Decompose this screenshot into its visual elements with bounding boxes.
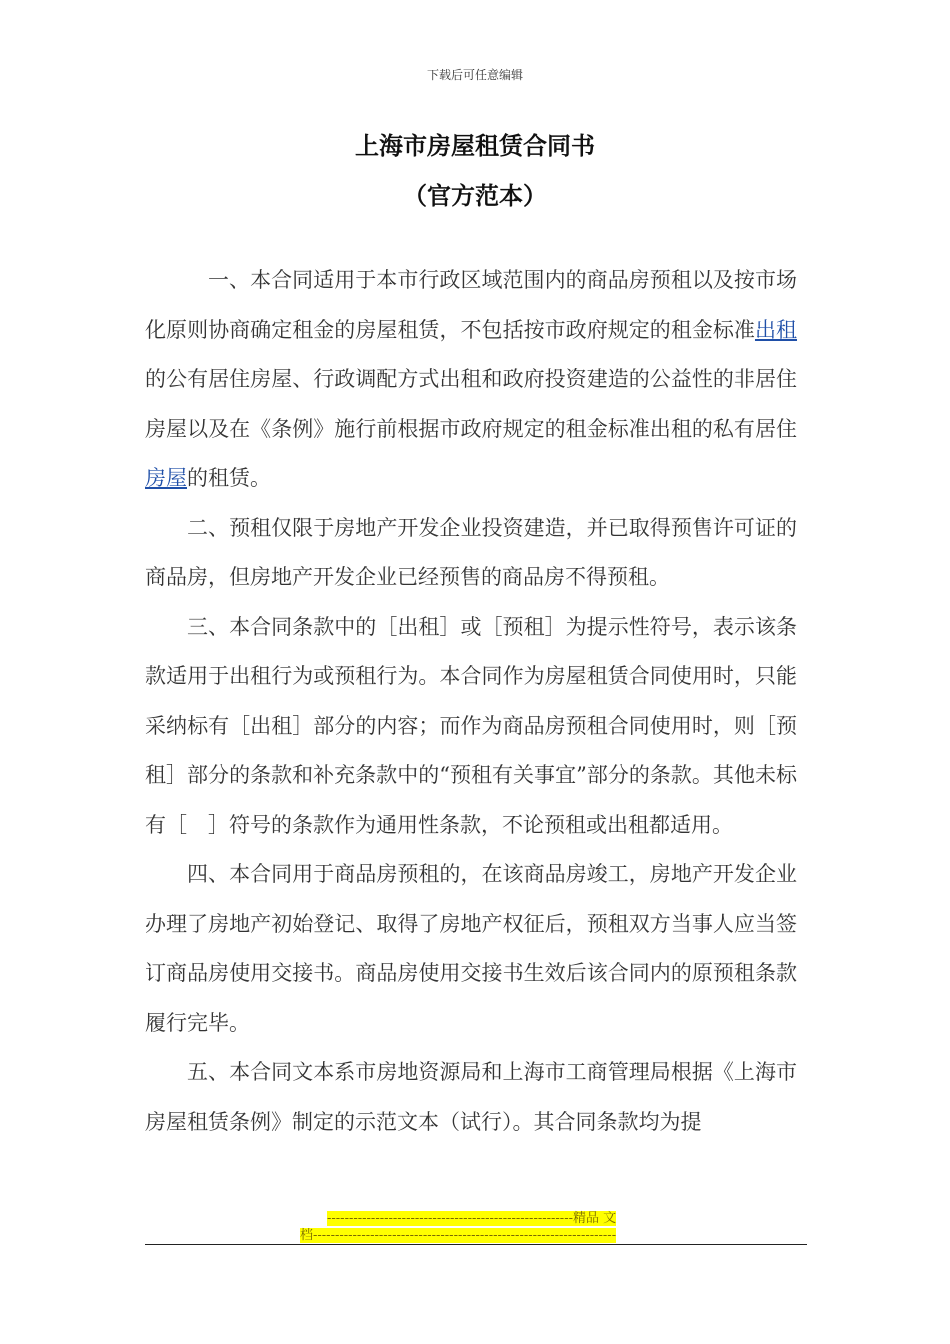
paragraph-4: 四、本合同用于商品房预租的，在该商品房竣工，房地产开发企业办理了房地产初始登记、取得了房地产权征后，预租双方当事人应当签订商品房使用交接书。商品房使用交接书生效后该合同内的原预租条款履行完毕。 — [145, 862, 797, 1035]
header-note: 下载后可任意编辑 — [426, 68, 523, 82]
paragraph-1 — [145, 256, 797, 504]
paragraph-1-text-c: 的租赁。 — [187, 466, 271, 490]
paragraph-3: 三、本合同条款中的［出租］或［预租］为提示性符号，表示该条款适用于出租行为或预租行为。本合同作为房屋租赁合同使用时，只能采纳标有［出租］部分的内容；而作为商品房预租合同使用时，则［预租］部分的条款和补充条款中的“预租有关事宜”部分的条款。其他未标有［ ］符号的条款作为通用性条款，不论预租或出租都适用。 — [145, 614, 797, 837]
document-body — [145, 256, 797, 1147]
paragraph-2: 二、预租仅限于房地产开发企业投资建造，并已取得预售许可证的商品房，但房地产开发企业已经预售的商品房不得预租。 — [145, 515, 797, 589]
document-title: 上海市房屋租赁合同书 — [355, 131, 595, 160]
document-subtitle: （官方范本） — [403, 181, 547, 210]
footer-watermark — [300, 1210, 655, 1244]
paragraph-5: 五、本合同文本系市房地资源局和上海市工商管理局根据《上海市房屋租赁条例》制定的示范文本（试行）。其合同条款均为提 — [145, 1060, 797, 1134]
link-chuzu[interactable]: 出租 — [754, 317, 798, 342]
paragraph-1-text-b: 的公有居住房屋、行政调配方式出租和政府投资建造的公益性的非居住房屋以及在《条例》施行前根据市政府规定的租金标准出租的私有居住 — [145, 367, 797, 441]
link-fangwu[interactable]: 房屋 — [145, 466, 187, 490]
paragraph-1-text-a: 一、本合同适用于本市行政区域范围内的商品房预租以及按市场化原则协商确定租金的房屋租赁，不包括按市政府规定的租金标准 — [145, 268, 797, 342]
footer-line-2: 档--------------------------------------------------------------------- — [300, 1228, 617, 1243]
footer-line-1: --------------------------------------------------------精品 文 — [327, 1211, 617, 1226]
footer-rule — [145, 1244, 807, 1245]
